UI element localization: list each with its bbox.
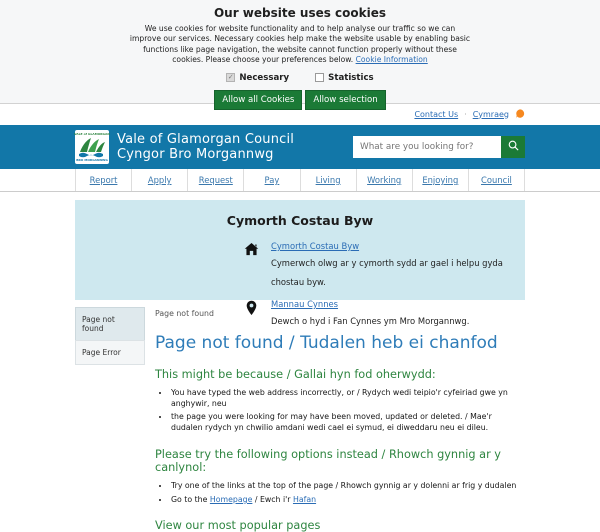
options-list (170, 481, 525, 505)
nav-item-request[interactable]: Request (187, 169, 243, 191)
nav-item-council[interactable]: Council (468, 169, 525, 191)
necessary-checkbox[interactable]: ✓ (227, 73, 234, 82)
mannau-cynnes-link[interactable]: Mannau Cynnes (271, 299, 339, 309)
home-icon (243, 241, 260, 261)
mannau-cynnes-desc: Dewch o hyd i Fan Cynnes ym Mro Morgannwg. (271, 316, 470, 326)
cookie-banner (0, 0, 600, 104)
contact-us-link[interactable]: Contact Us (414, 109, 459, 119)
options-item-2 (170, 495, 525, 506)
allow-all-cookies-button[interactable]: Allow all Cookies (214, 90, 302, 110)
allow-selection-button[interactable]: Allow selection (305, 90, 385, 110)
site-search (353, 136, 525, 158)
because-heading: This might be because / Gallai hyn fod oherwydd: (155, 368, 436, 381)
hafan-link[interactable]: Hafan (292, 494, 317, 504)
page-title: Page not found / Tudalen heb ei chanfod (155, 333, 498, 353)
because-list (170, 388, 525, 433)
necessary-checkbox-group (226, 73, 289, 83)
nav-item-working[interactable]: Working (356, 169, 412, 191)
search-button[interactable] (501, 136, 525, 158)
utility-separator: · (464, 109, 467, 119)
cymorth-costau-byw-link[interactable]: Cymorth Costau Byw (271, 241, 360, 251)
homepage-link[interactable]: Homepage (209, 494, 253, 504)
popular-pages-heading: View our most popular pages (155, 518, 321, 532)
primary-nav (0, 169, 600, 192)
cookie-banner-title: Our website uses cookies (213, 6, 387, 20)
site-header (0, 125, 600, 169)
cookie-information-link[interactable]: Cookie Information (355, 55, 428, 65)
cookie-banner-text: We use cookies for website functionality and to help analyse our traffic so we can improve our services. Necessary cookies help make the website usable by enabling basic functions like page navigation, the website cannot function properly without these cookies. Please choose your preferences below. (129, 24, 471, 65)
search-icon (507, 139, 520, 155)
statistics-checkbox[interactable] (315, 73, 324, 82)
council-logo[interactable] (75, 130, 109, 164)
site-title (117, 132, 294, 163)
nav-item-report[interactable]: Report (75, 169, 131, 191)
speech-bubble-icon[interactable] (515, 109, 525, 119)
page-content (155, 307, 525, 532)
panel-title: Cymorth Costau Byw (226, 213, 374, 228)
logo-text-bottom: BRO MORGANNWG (76, 158, 108, 162)
statistics-checkbox-group (315, 73, 374, 83)
language-toggle-link[interactable]: Cymraeg (472, 109, 509, 119)
breadcrumb: Page not found (155, 309, 214, 318)
cymorth-costau-byw-desc: Cymerwch olwg ar y cymorth sydd ar gael i helpu gyda chostau byw. (271, 258, 503, 287)
site-title-welsh: Cyngor Bro Morgannwg (117, 147, 274, 162)
options-item-2-mid: / Ewch i'r (252, 494, 293, 504)
necessary-checkbox-label: Necessary (239, 72, 290, 83)
nav-item-enjoying[interactable]: Enjoying (412, 169, 468, 191)
logo-text-top: VALE of GLAMORGAN (74, 132, 110, 136)
nav-item-apply[interactable]: Apply (131, 169, 187, 191)
nav-item-living[interactable]: Living (300, 169, 356, 191)
nav-item-pay[interactable]: Pay (243, 169, 299, 191)
because-item-1: • You have typed the web address incorrectly, or / Rydych wedi teipio'r cyfeiriad gwe yn anghywir, neu (170, 388, 525, 409)
statistics-checkbox-label: Statistics (328, 72, 374, 83)
panel-item-cymorth (243, 241, 525, 289)
options-item-1: • Try one of the links at the top of the page / Rhowch gynnig ar y dolenni ar frig y dudalen (170, 481, 525, 492)
cookie-checkbox-row (0, 73, 600, 83)
options-heading: Please try the following options instead / Rhowch gynnig ar y canlynol: (155, 448, 501, 475)
site-title-english: Vale of Glamorgan Council (117, 131, 295, 147)
sidebar-item-page-not-found[interactable]: Page not found (75, 307, 145, 341)
options-item-2-pre: Go to the (171, 494, 210, 504)
sidebar-item-page-error[interactable]: Page Error (75, 340, 145, 365)
cookie-banner-body (129, 24, 471, 66)
because-item-2: • the page you were looking for may have been moved, updated or deleted. / Mae'r dudalen rydych yn chwilio amdani wedi cael ei symud, ei diweddaru neu ei dileu. (170, 412, 525, 433)
search-input[interactable] (353, 136, 501, 158)
section-sidebar (75, 307, 145, 532)
